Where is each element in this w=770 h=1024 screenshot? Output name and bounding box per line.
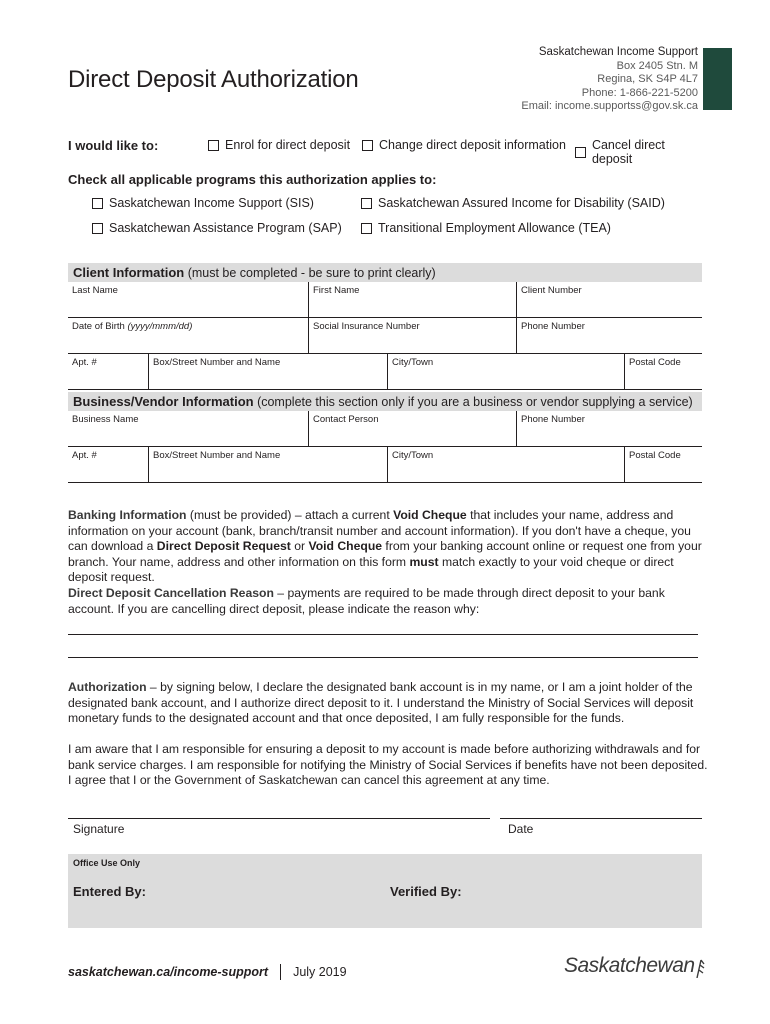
business-city-label: City/Town [392,450,434,461]
business-row-1 [68,411,702,447]
verified-by-label: Verified By: [390,884,462,899]
logo-wordmark: Saskatchewan [564,954,695,977]
business-name-field[interactable] [68,411,308,447]
first-name-label: First Name [313,285,360,296]
said-label: Saskatchewan Assured Income for Disability (SAID) [378,196,665,210]
business-phone-field[interactable] [516,411,702,447]
entered-by-label: Entered By: [73,884,146,899]
cancellation-heading: Direct Deposit Cancellation Reason [68,586,274,600]
client-row-3 [68,354,702,390]
cancellation-reason-line-1[interactable] [68,634,698,635]
date-line[interactable] [500,818,702,819]
contact-person-field[interactable] [308,411,516,447]
office-use-label: Office Use Only [73,858,141,868]
business-street-field[interactable] [148,447,387,483]
business-postal-label: Postal Code [629,450,681,461]
enrol-option[interactable] [208,138,350,152]
client-city-field[interactable] [387,354,624,390]
client-row-1 [68,282,702,318]
authorization-paragraph-2: I am aware that I am responsible for ensuring a deposit to my account is made before authorizing withdrawals and for bank service charges. I am responsible for notifying the Ministry of Social Services if benefits have not been deposited. I agree that I or the Government of Saskatchewan can cancel this agreement at any time. [68,742,708,787]
cancel-label: Cancel direct deposit [591,138,665,166]
banking-text-1: (must be provided) – attach a current [186,508,394,522]
business-apt-label: Apt. # [72,450,97,461]
client-apt-field[interactable] [68,354,148,390]
dob-field[interactable] [68,318,308,354]
client-postal-field[interactable] [624,354,702,390]
signature-label: Signature [73,822,125,836]
banking-heading: Banking Information [68,508,187,522]
footer [68,964,347,980]
header-accent-bar [703,48,732,110]
footer-date: July 2019 [293,965,347,979]
last-name-label: Last Name [72,285,118,296]
address-line-1: Box 2405 Stn. M [616,59,698,72]
client-heading-note: (must be completed - be sure to print clearly) [184,266,436,280]
cancel-option[interactable] [575,138,708,166]
client-phone-label: Phone Number [521,321,585,332]
program-sis[interactable] [92,196,314,210]
client-postal-label: Postal Code [629,357,681,368]
tea-checkbox[interactable] [361,223,372,234]
change-label: Change direct deposit information [379,138,566,152]
dob-format: (yyyy/mmm/dd) [127,321,193,332]
banking-bold-4: must [409,554,439,569]
banking-text-3: or [290,539,309,553]
address-line-2: Regina, SK S4P 4L7 [597,73,698,85]
business-row-2 [68,447,702,483]
business-section-heading [68,392,702,411]
banking-paragraph [68,508,708,586]
business-heading-title: Business/Vendor Information [73,394,254,409]
dob-label: Date of Birth [72,321,125,332]
date-label: Date [508,822,534,836]
last-name-field[interactable] [68,282,308,318]
sap-checkbox[interactable] [92,223,103,234]
programs-heading: Check all applicable programs this authorization applies to: [68,172,437,187]
business-apt-field[interactable] [68,447,148,483]
program-said[interactable] [361,196,665,210]
business-heading-note: (complete this section only if you are a business or vendor supplying a service) [253,395,693,409]
client-city-label: City/Town [392,357,434,368]
client-heading-title: Client Information [73,265,185,280]
business-phone-label: Phone Number [521,414,585,425]
client-row-2 [68,318,702,354]
sap-label: Saskatchewan Assistance Program (SAP) [109,221,342,235]
phone-line: Phone: 1-866-221-5200 [581,86,698,99]
page-title: Direct Deposit Authorization [68,66,359,93]
said-checkbox[interactable] [361,198,372,209]
change-option[interactable] [362,138,566,152]
banking-text-5: match exactly to your void cheque or direct deposit request. [68,554,674,584]
program-sap[interactable] [92,221,342,235]
authorization-text: – by signing below, I declare the designated bank account is in my name, or I am a joint holder of the designated bank account, and I authorize direct deposit to it. I understand the Ministry of Social Services will deposit monetary funds to the designated account and that once deposited, I am fully responsible for the funds. [68,680,694,725]
org-name: Saskatchewan Income Support [538,46,698,58]
client-number-label: Client Number [521,285,582,296]
client-phone-field[interactable] [516,318,702,354]
office-address [521,46,698,114]
intent-row [68,138,708,166]
cancellation-reason-line-2[interactable] [68,657,698,658]
banking-text-4: from your banking account online or request one from your branch. Your name, address and other information on this form [68,539,702,569]
client-number-field[interactable] [516,282,702,318]
business-postal-field[interactable] [624,447,702,483]
sin-label: Social Insurance Number [313,321,420,332]
sis-checkbox[interactable] [92,198,103,209]
tea-label: Transitional Employment Allowance (TEA) [378,221,611,235]
office-use-box [68,854,702,928]
footer-url[interactable]: saskatchewan.ca/income-support [68,965,269,979]
client-street-label: Box/Street Number and Name [153,357,281,368]
banking-bold-2: Direct Deposit Request [156,539,291,553]
email-line: Email: income.supportss@gov.sk.ca [521,100,698,112]
cancellation-paragraph [68,586,708,617]
first-name-field[interactable] [308,282,516,318]
client-section-heading [68,263,702,282]
saskatchewan-logo [564,954,705,978]
client-street-field[interactable] [148,354,387,390]
authorization-paragraph [68,680,708,727]
enrol-checkbox[interactable] [208,140,219,151]
sis-label: Saskatchewan Income Support (SIS) [109,196,314,210]
client-apt-label: Apt. # [72,357,97,368]
sin-field[interactable] [308,318,516,354]
business-city-field[interactable] [387,447,624,483]
cancel-checkbox[interactable] [575,147,586,158]
wheat-icon [695,958,705,978]
enrol-label: Enrol for direct deposit [225,138,351,152]
contact-person-label: Contact Person [313,414,379,425]
program-tea[interactable] [361,221,611,235]
cancellation-text: – payments are required to be made through direct deposit to your bank account. If you are cancelling direct deposit, please indicate the reason why: [68,586,665,616]
signature-line[interactable] [68,818,490,819]
business-name-label: Business Name [72,414,139,425]
banking-bold-3: Void Cheque [308,539,383,553]
banking-text-2: that includes your name, address and information on your account (bank, branch/transit number and account information). If you don't have a cheque, you can download a [68,508,691,553]
change-checkbox[interactable] [362,140,373,151]
authorization-heading: Authorization [68,680,147,694]
footer-separator [280,964,281,980]
intent-label: I would like to: [68,138,159,153]
banking-bold-1: Void Cheque [393,508,467,522]
business-street-label: Box/Street Number and Name [153,450,281,461]
